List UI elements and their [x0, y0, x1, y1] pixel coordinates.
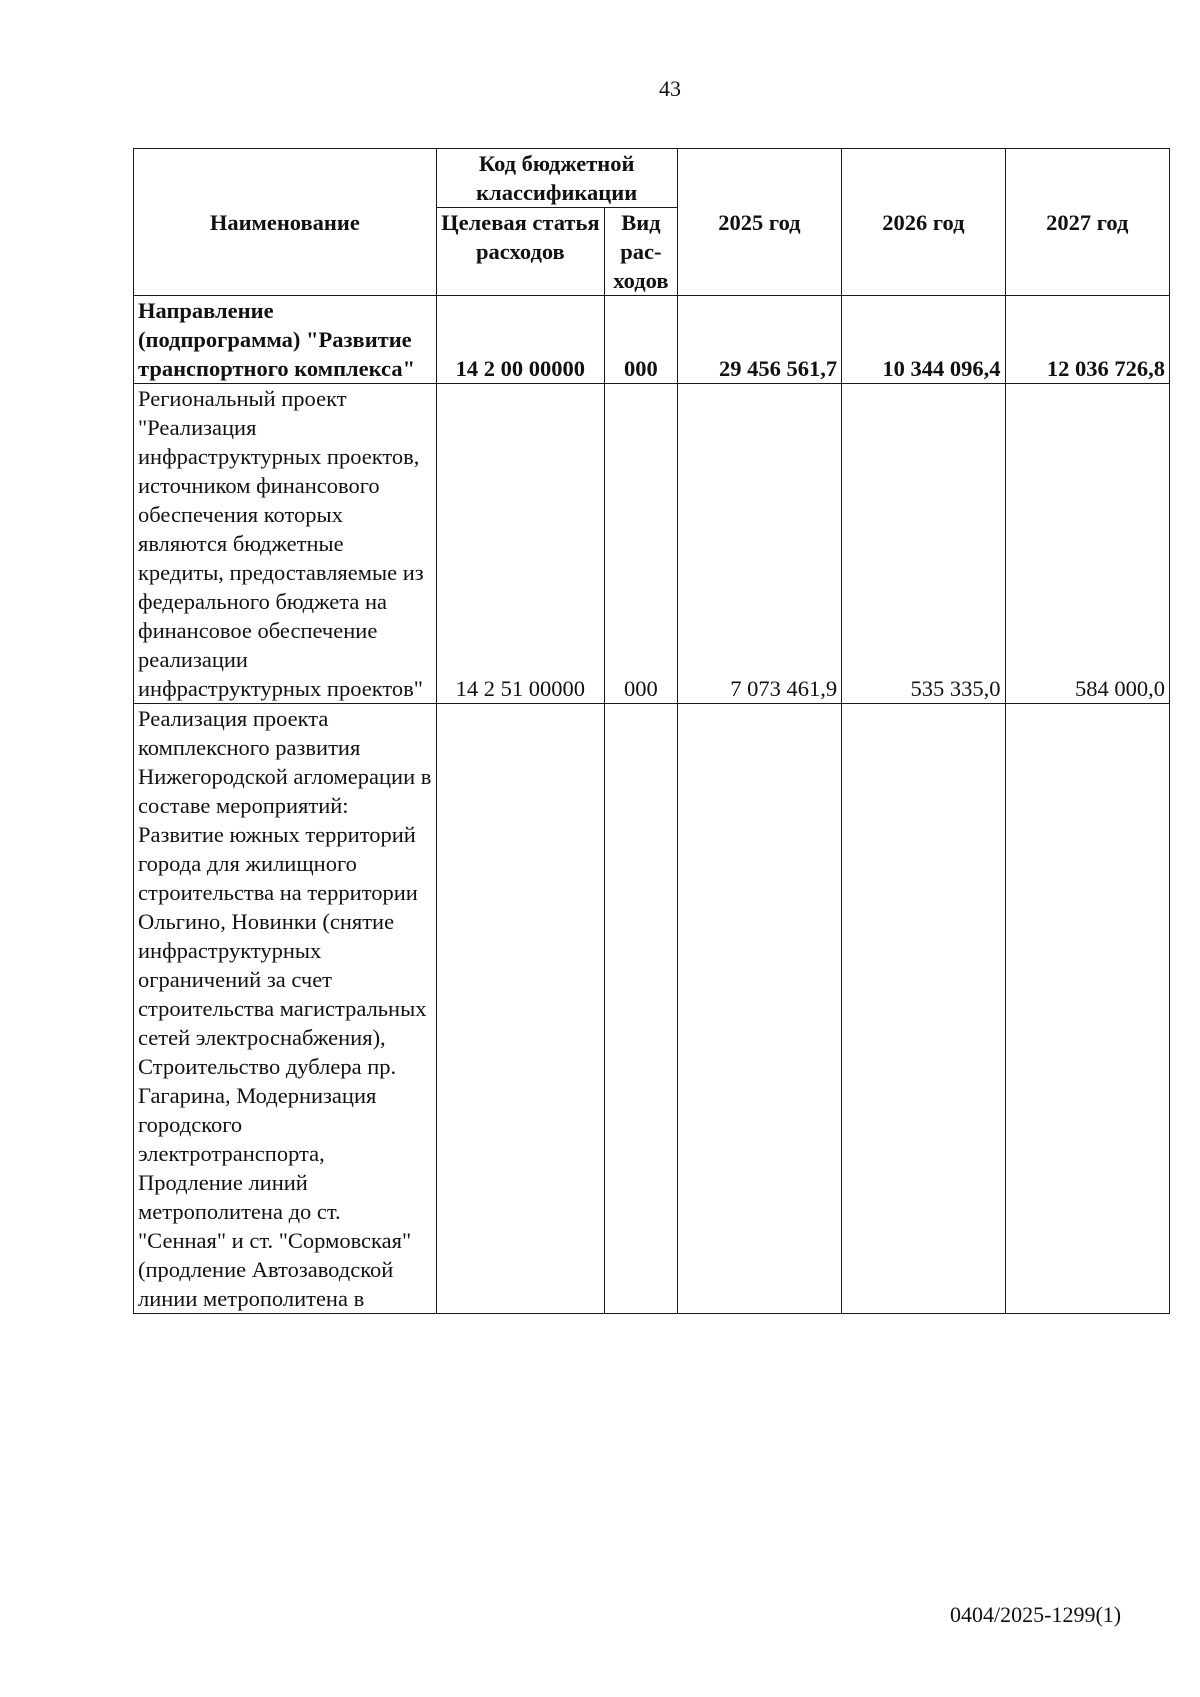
row-2025: 29 456 561,7	[677, 296, 841, 384]
row-expense-type: 000	[605, 296, 678, 384]
header-2026: 2026 год	[842, 149, 1005, 296]
row-2026: 535 335,0	[842, 384, 1005, 704]
header-code-group: Код бюджетной классификации	[436, 149, 677, 208]
row-2025	[677, 704, 841, 1314]
header-2025: 2025 год	[677, 149, 841, 296]
row-name: Региональный проект "Реализация инфраструктурных проектов, источником финансового обеспечения которых являются бюджетные кредиты, предоставляемые из федерального бюджета на финансовое обеспечение реализации инфраструктурных проектов"	[134, 384, 437, 704]
row-2027: 584 000,0	[1005, 384, 1169, 704]
header-2027: 2027 год	[1005, 149, 1169, 296]
table-row	[134, 296, 1170, 384]
header-expense-type: Вид рас-ходов	[605, 208, 678, 296]
row-name: Направление (подпрограмма) "Развитие транспортного комплекса"	[134, 296, 437, 384]
row-2027: 12 036 726,8	[1005, 296, 1169, 384]
row-expense-type	[605, 704, 678, 1314]
table-row	[134, 704, 1170, 1314]
header-target-article: Целевая статья расходов	[436, 208, 604, 296]
row-2026	[842, 704, 1005, 1314]
table-row	[134, 384, 1170, 704]
row-target-article: 14 2 51 00000	[436, 384, 604, 704]
row-2026: 10 344 096,4	[842, 296, 1005, 384]
row-target-article	[436, 704, 604, 1314]
header-name: Наименование	[134, 149, 437, 296]
row-2027	[1005, 704, 1169, 1314]
page-number: 43	[659, 76, 681, 101]
row-name: Реализация проекта комплексного развития Нижегородской агломерации в составе мероприятий: Развитие южных территорий города для жилищного строительства на территории Ольгино, Новинки (снятие инфраструктурных ограничений за счет строительства магистральных сетей электроснабжения), Строительство дублера пр. Гагарина, Модернизация городского электротранспорта, Продление линий метрополитена до ст. "Сенная" и ст. "Сормовская" (продление Автозаводской линии метрополитена в	[134, 704, 437, 1314]
budget-table	[133, 148, 1170, 1314]
row-2025: 7 073 461,9	[677, 384, 841, 704]
row-target-article: 14 2 00 00000	[436, 296, 604, 384]
document-code: 0404/2025-1299(1)	[950, 1602, 1122, 1627]
row-expense-type: 000	[605, 384, 678, 704]
